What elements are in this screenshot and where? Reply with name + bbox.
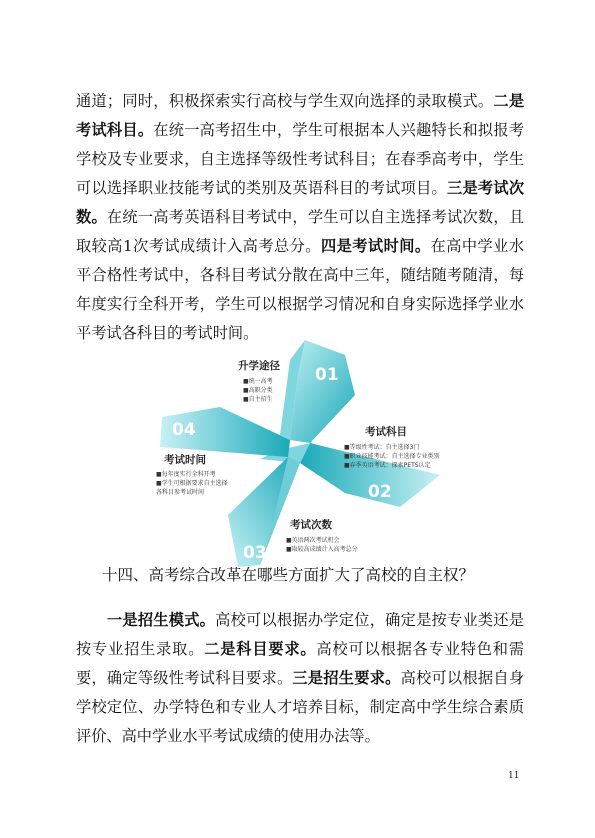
block-item: ■高职分类 (243, 387, 273, 394)
bold-phrase-subjects: 二是考试科目。 (76, 92, 525, 139)
reform-pinwheel-diagram (140, 335, 460, 575)
block-item: ■学生可根据要求自主选择 (156, 480, 228, 487)
paragraph-exam-reform: 通道；同时，积极探索实行高校与学生双向选择的录取模式。二是考试科目。在统一高考招生中，学生可根据本人兴趣特长和拟报考学校及专业要求，自主选择等级性考试科目；在春季高考中，学生可以选择职业技能考试的类别及英语科目的考试项目。三是考试次数。在统一高考英语科目考试中，学生可以自主选择考试次数，且取较高1次考试成绩计入高考总分。四是考试时间。在高中学业水平合格性考试中，各科目考试分散在高中三年，随结随考随清，每年度实行全科开考，学生可以根据学习情况和自身实际选择学业水平考试各科目的考试时间。 (76, 92, 525, 342)
bold-phrase-exam-time: 四是考试时间。 (320, 237, 431, 255)
block-item: ■统一高考 (243, 378, 273, 385)
bold-phrase-times: 三是考试次数。 (76, 179, 525, 226)
bold-phrase-admission-mode: 一是招生模式。 (106, 611, 216, 629)
paragraph-university-autonomy: 一是招生模式。高校可以根据办学定位，确定是按专业类还是按专业招生录取。二是科目要求。高校可以根据各专业特色和需要，确定等级性考试科目要求。三是招生要求。高校可以根据自身学校定位、办学特色和专业人才培养目标，制定高中学生综合素质评价、高中学业水平考试成绩的使用办法等。 (76, 611, 525, 745)
number-03: 03 (243, 543, 267, 563)
block-item: ■取较高成绩计入高考总分 (286, 546, 358, 553)
block-item: ■春季英语考试：探索PETS认定 (344, 462, 431, 469)
block-title-01: 升学途径 (238, 360, 280, 372)
page-number: 11 (508, 771, 520, 781)
number-02: 02 (368, 482, 392, 502)
number-04: 04 (172, 420, 196, 440)
block-title-03: 考试次数 (290, 519, 332, 531)
bold-phrase-subject-requirements: 二是科目要求。 (204, 640, 317, 658)
bold-phrase-admission-requirements: 三是招生要求。 (292, 669, 401, 687)
block-item: 各科目参考试时间 (156, 489, 205, 496)
block-title-04: 考试时间 (164, 454, 206, 466)
block-title-02: 考试科目 (365, 426, 407, 438)
block-item: ■等级性考试：自主选择3门 (344, 444, 420, 451)
block-item: ■自主招生 (243, 396, 273, 403)
block-item: ■每年度实行全科开考 (156, 471, 216, 478)
block-item: ■英语两次考试机会 (286, 537, 340, 544)
number-01: 01 (315, 365, 339, 385)
section-heading: 十四、高考综合改革在哪些方面扩大了高校的自主权？ (102, 566, 475, 584)
block-item: ■职业技能考试：自主选择专业类别 (344, 453, 440, 460)
